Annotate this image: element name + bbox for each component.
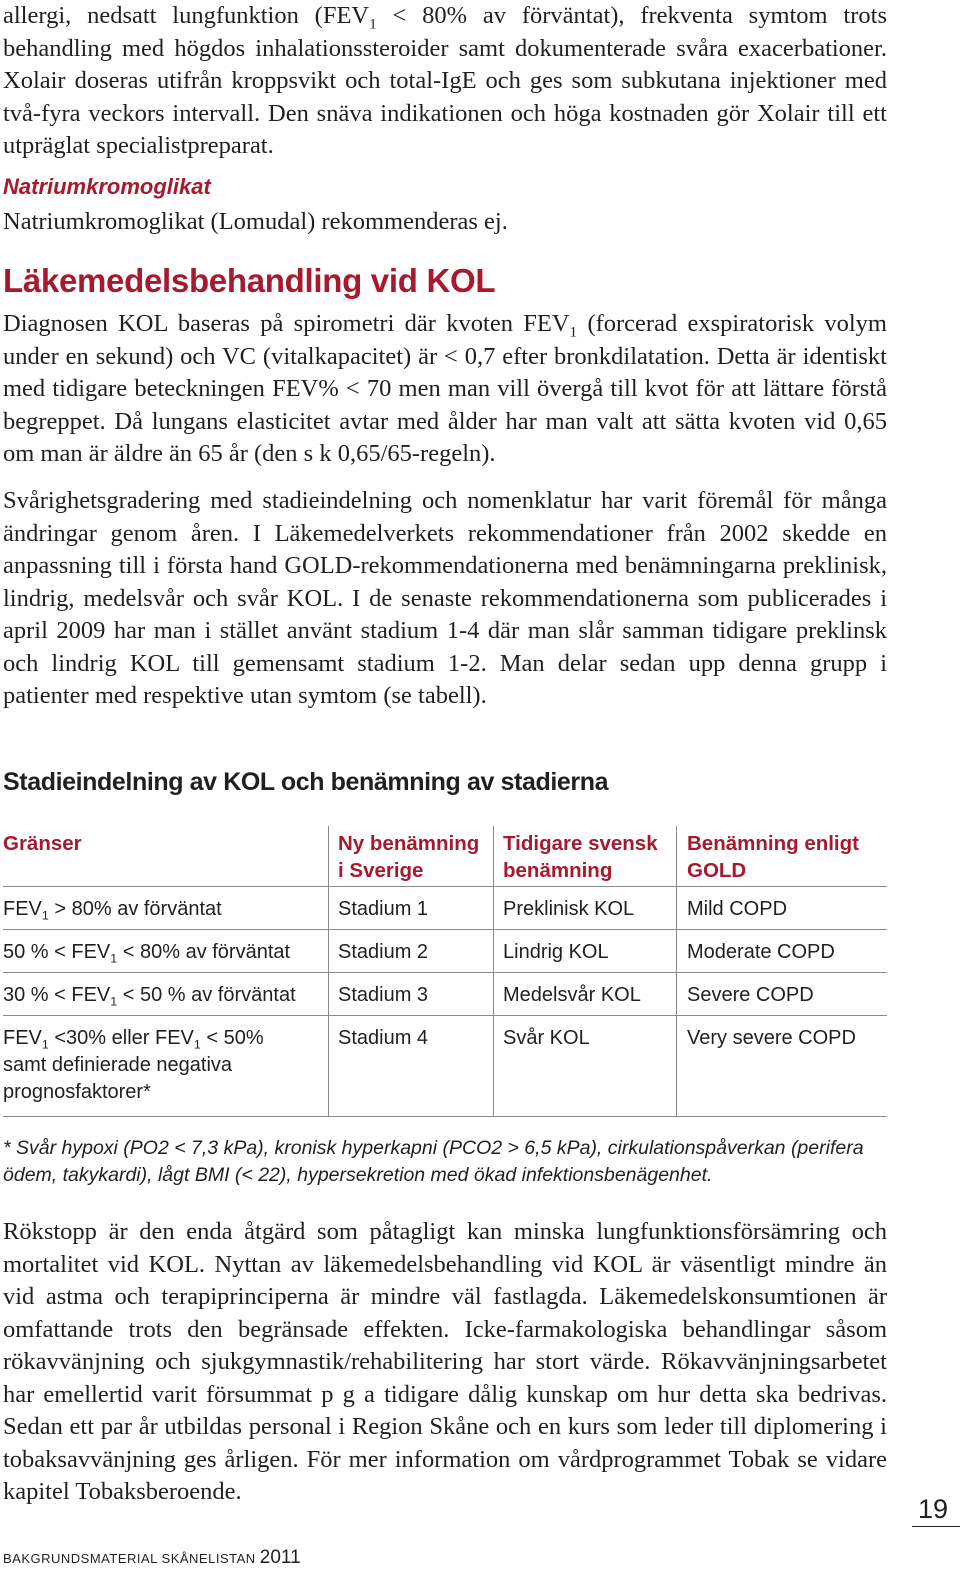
footer-publication: BAKGRUNDSMATERIAL SKÅNELISTAN <box>3 1551 256 1566</box>
page-number: 19 <box>918 1494 949 1524</box>
header-label: GOLD <box>687 859 747 882</box>
header-old-name <box>494 826 677 887</box>
natrium-paragraph: Natriumkromoglikat (Lomudal) rekommenderas ej. <box>3 208 508 235</box>
intro-paragraph <box>3 0 887 163</box>
cell-old-name: Preklinisk KOL <box>494 887 677 930</box>
header-label: benämning <box>503 859 613 882</box>
cell-old-name: Medelsvår KOL <box>494 973 677 1016</box>
paragraph-text-part: (forcerad exspiratorisk volym under en sekund) och VC (vitalkapacitet) är < 0,7 efter bronkdilatation. Detta är identiskt med tidigare beteckningen FEV% < 70 men man vill övergå till kvot för att lättare förstå begreppet. Då lungans elasticitet avtar med ålder har man valt att sätta kvoten vid 0,65 om man är äldre än 65 år (den s k 0,65/65-regeln). <box>3 310 887 467</box>
header-label: Tidigare svensk <box>503 832 658 855</box>
footer-year: 2011 <box>259 1547 301 1568</box>
cell-text: < 50% <box>200 1027 264 1049</box>
cell-text: > 80% av förväntat <box>48 898 222 920</box>
subscript: 1 <box>41 1037 49 1052</box>
table-row <box>3 1016 887 1117</box>
subscript: 1 <box>569 323 578 341</box>
table-row <box>3 930 887 973</box>
header-limits <box>3 826 329 887</box>
footer-label <box>3 1547 301 1569</box>
cell-old-name: Svår KOL <box>494 1016 677 1117</box>
cell-text: <30% eller FEV <box>48 1027 194 1049</box>
header-new-name <box>329 826 494 887</box>
cell-limit <box>3 887 329 930</box>
cell-stage: Stadium 4 <box>329 1016 494 1117</box>
cell-old-name: Lindrig KOL <box>494 930 677 973</box>
header-label: i Sverige <box>338 859 424 882</box>
cell-text: < 80% av förväntat <box>117 941 291 963</box>
section-heading: Läkemedelsbehandling vid KOL <box>3 262 496 299</box>
kol-paragraph-2: Svårighetsgradering med stadieindelning och nomenklatur har varit föremål för många ändringar genom åren. I Läkemedelverkets rekommendationer från 2002 skedde en anpassning till i första hand GOLD-rekommendationerna med benämningarna preklinisk, lindrig, medelsvår och svår KOL. I de senaste rekommendationerna som publicerades i april 2009 har man i stället använt stadium 1-4 där man slår samman tidigare preklinsk och lindrig KOL till gemensamt stadium 1-2. Man delar sedan upp denna grupp i patienter med respektive utan symtom (se tabell). <box>3 487 887 709</box>
cell-gold-name: Very severe COPD <box>677 1016 888 1117</box>
header-gold-name <box>677 826 888 887</box>
subscript: 1 <box>110 951 118 966</box>
cell-text: FEV <box>3 898 42 920</box>
cell-gold-name: Mild COPD <box>677 887 888 930</box>
table-title: Stadieindelning av KOL och benämning av stadierna <box>3 768 609 796</box>
cell-stage: Stadium 1 <box>329 887 494 930</box>
cell-text: 30 % < FEV <box>3 984 111 1006</box>
table-row <box>3 973 887 1016</box>
cell-stage: Stadium 2 <box>329 930 494 973</box>
subscript: 1 <box>41 908 49 923</box>
subscript: 1 <box>193 1037 201 1052</box>
cell-text: 50 % < FEV <box>3 941 111 963</box>
header-label: Ny benämning <box>338 832 480 855</box>
cell-gold-name: Moderate COPD <box>677 930 888 973</box>
cell-text: < 50 % av förväntat <box>117 984 296 1006</box>
table-header-row <box>3 826 887 887</box>
kol-paragraph-1 <box>3 308 887 471</box>
subscript: 1 <box>369 15 377 33</box>
intro-text-part: allergi, nedsatt lungfunktion (FEV <box>3 2 370 29</box>
footer-rule <box>912 1526 960 1527</box>
cell-limit <box>3 1016 329 1117</box>
cell-text: samt definierade negativa <box>3 1054 233 1076</box>
intro-text-part: < 80% av förväntat), frekventa symtom trots behandling med högdos inhalationssteroider samt dokumenterade svåra exacerbationer. Xolair doseras utifrån kroppsvikt och total-IgE och ges som subkutana injektioner med två-fyra veckors intervall. Den snäva indikationen och höga kostnaden gör Xolair till ett utpräglat specialistpreparat. <box>3 2 887 159</box>
final-paragraph: Rökstopp är den enda åtgärd som påtagligt kan minska lungfunktionsförsämring och mortalitet vid KOL. Nyttan av läkemedelsbehandling vid KOL är väsentligt mindre än vid astma och terapiprinciperna är mindre väl fastlagda. Läkemedelskonsumtionen är omfattande trots den begränsade effekten. Icke-farmakologiska behandlingar såsom rökavvänjning och sjukgymnastik/rehabilitering har stort värde. Rökavvänjningsarbetet har emellertid varit försummat p g a tidigare dålig kunskap om hur detta ska bedrivas. Sedan ett par år utbildas personal i Region Skåne och en kurs som leder till diplomering i tobaksavvänjning ges årligen. För mer information om vårdprogrammet Tobak se vidare kapitel Tobaksberoende. <box>3 1218 887 1505</box>
cell-text: FEV <box>3 1027 42 1049</box>
subscript: 1 <box>110 994 118 1009</box>
cell-stage: Stadium 3 <box>329 973 494 1016</box>
header-label: Gränser <box>3 832 82 855</box>
header-label: Benämning enligt <box>687 832 859 855</box>
cell-text: prognosfaktorer* <box>3 1081 151 1103</box>
table-footnote: * Svår hypoxi (PO2 < 7,3 kPa), kronisk hyperkapni (PCO2 > 6,5 kPa), cirkulationspåverkan (perifera ödem, takykardi), lågt BMI (< 22), hypersekretion med ökad infektionsbenägenhet. <box>3 1137 864 1186</box>
paragraph-text-part: Diagnosen KOL baseras på spirometri där kvoten FEV <box>3 310 570 337</box>
stage-table <box>3 826 887 1117</box>
table-row <box>3 887 887 930</box>
cell-limit <box>3 930 329 973</box>
cell-gold-name: Severe COPD <box>677 973 888 1016</box>
section-subheading: Natriumkromoglikat <box>3 174 211 199</box>
cell-limit <box>3 973 329 1016</box>
